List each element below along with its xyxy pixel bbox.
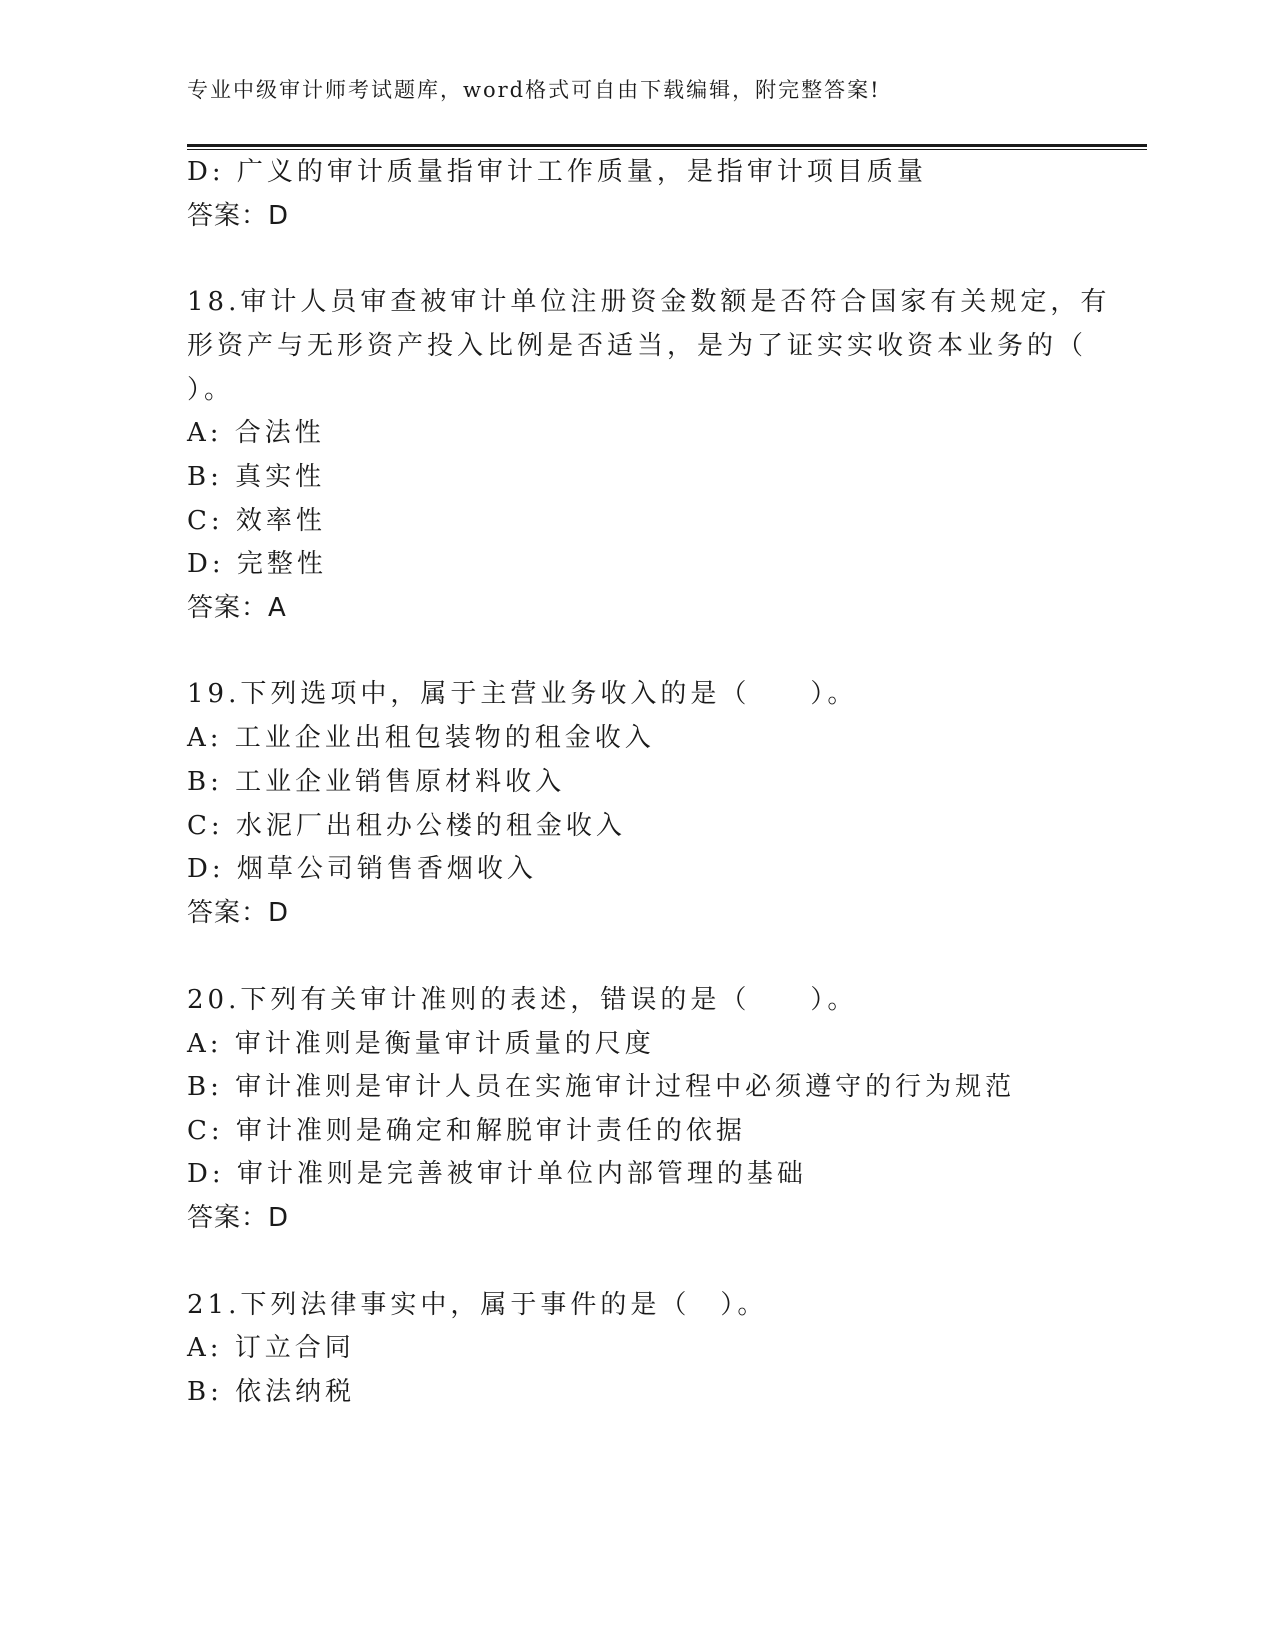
q20-stem: 20.下列有关审计准则的表述，错误的是（ ）。 xyxy=(187,985,858,1015)
q20-option-c: C: 审计准则是确定和解脱审计责任的依据 xyxy=(187,1116,746,1146)
q19-option-b: B: 工业企业销售原材料收入 xyxy=(187,767,566,797)
q20-option-d: D: 审计准则是完善被审计单位内部管理的基础 xyxy=(187,1159,807,1189)
q19-option-d: D: 烟草公司销售香烟收入 xyxy=(187,854,537,884)
q20-answer: 答案：D xyxy=(187,1203,290,1233)
q19-option-a: A: 工业企业出租包装物的租金收入 xyxy=(187,723,655,753)
q20-option-b: B: 审计准则是审计人员在实施审计过程中必须遵守的行为规范 xyxy=(187,1072,1016,1102)
header-rule-thin xyxy=(187,149,1147,150)
q18-stem-line2: 形资产与无形资产投入比例是否适当，是为了证实实收资本业务的（ xyxy=(187,331,1088,361)
q18-stem-line1: 18.审计人员审查被审计单位注册资金数额是否符合国家有关规定，有 xyxy=(187,287,1111,317)
prev-answer: 答案：D xyxy=(187,201,290,231)
q19-option-c: C: 水泥厂出租办公楼的租金收入 xyxy=(187,811,626,841)
header-rule-thick xyxy=(187,144,1147,147)
q21-option-a: A: 订立合同 xyxy=(187,1333,355,1363)
q18-option-c: C: 效率性 xyxy=(187,506,326,536)
q18-option-a: A: 合法性 xyxy=(187,418,325,448)
q18-option-b: B: 真实性 xyxy=(187,462,326,492)
prev-option-d: D: 广义的审计质量指审计工作质量，是指审计项目质量 xyxy=(187,157,927,187)
q20-option-a: A: 审计准则是衡量审计质量的尺度 xyxy=(187,1029,655,1059)
page-header: 专业中级审计师考试题库，word格式可自由下载编辑，附完整答案! xyxy=(187,78,881,102)
q19-answer: 答案：D xyxy=(187,898,290,928)
q19-stem: 19.下列选项中，属于主营业务收入的是（ ）。 xyxy=(187,679,858,709)
q21-option-b: B: 依法纳税 xyxy=(187,1377,356,1407)
q18-answer: 答案：A xyxy=(187,593,287,623)
q18-stem-line3: ）。 xyxy=(187,375,235,405)
q18-option-d: D: 完整性 xyxy=(187,549,327,579)
q21-stem: 21.下列法律事实中，属于事件的是（ ）。 xyxy=(187,1290,768,1320)
